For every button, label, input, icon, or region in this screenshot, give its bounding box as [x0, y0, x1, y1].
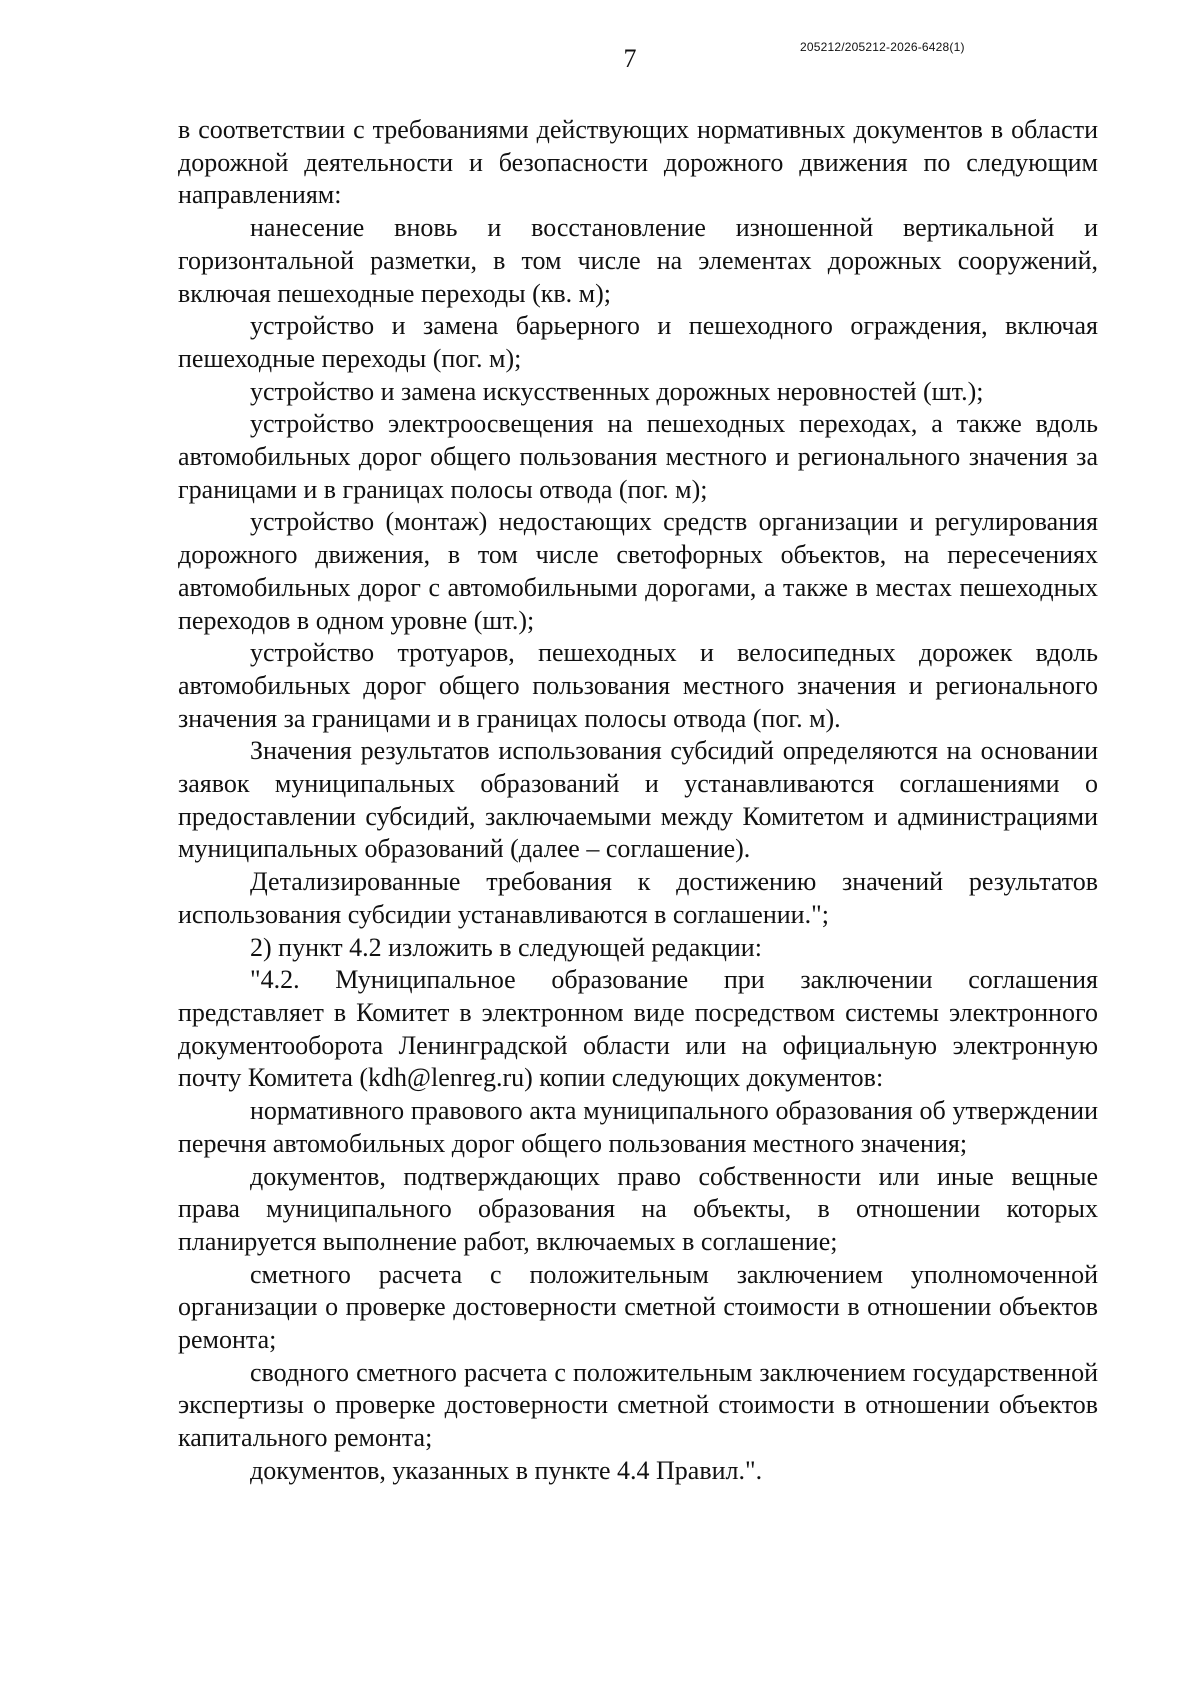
- paragraph: "4.2. Муниципальное образование при заключении соглашения представляет в Комитет в электронном виде посредством системы электронного документооборота Ленинградской области или на официальную электронную почту Комитета (kdh@lenreg.ru) копии следующих документов:: [178, 965, 1098, 1093]
- paragraph: документов, подтверждающих право собственности или иные вещные права муниципального образования на объекты, в отношении которых планируется выполнение работ, включаемых в соглашение;: [178, 1161, 1098, 1256]
- document-body: [178, 114, 1098, 1488]
- paragraph: 2) пункт 4.2 изложить в следующей редакции:: [250, 932, 762, 962]
- paragraph: в соответствии с требованиями действующих нормативных документов в области дорожной деятельности и безопасности дорожного движения по следующим направлениям:: [178, 115, 1098, 210]
- paragraph: устройство и замена барьерного и пешеходного ограждения, включая пешеходные переходы (пог. м);: [178, 311, 1098, 373]
- paragraph: нормативного правового акта муниципального образования об утверждении перечня автомобильных дорог общего пользования местного значения;: [178, 1096, 1098, 1158]
- paragraph: Детализированные требования к достижению значений результатов использования субсидии устанавливаются в соглашении.";: [178, 867, 1098, 929]
- paragraph: устройство электроосвещения на пешеходных переходах, а также вдоль автомобильных дорог общего пользования местного и регионального значения за границами и в границах полосы отвода (пог. м);: [178, 409, 1098, 504]
- paragraph: нанесение вновь и восстановление изношенной вертикальной и горизонтальной разметки, в том числе на элементах дорожных сооружений, включая пешеходные переходы (кв. м);: [178, 213, 1098, 308]
- paragraph: сметного расчета с положительным заключением уполномоченной организации о проверке достоверности сметной стоимости в отношении объектов ремонта;: [178, 1259, 1098, 1355]
- page-number: 7: [623, 44, 637, 73]
- paragraph: устройство (монтаж) недостающих средств организации и регулирования дорожного движения, в том числе светофорных объектов, на пересечениях автомобильных дорог с автомобильными дорогами, а также в местах пешеходных переходов в одном уровне (шт.);: [178, 507, 1098, 635]
- document-id: 205212/205212-2026-6428(1): [800, 40, 965, 54]
- paragraph: документов, указанных в пункте 4.4 Правил.".: [250, 1455, 763, 1485]
- paragraph: устройство тротуаров, пешеходных и велосипедных дорожек вдоль автомобильных дорог общего пользования местного значения и регионального значения за границами и в границах полосы отвода (пог. м).: [178, 638, 1098, 733]
- paragraph: устройство и замена искусственных дорожных неровностей (шт.);: [250, 376, 984, 406]
- paragraph: Значения результатов использования субсидий определяются на основании заявок муниципальных образований и устанавливаются соглашениями о предоставлении субсидий, заключаемыми между Комитетом и администрациями муниципальных образований (далее – соглашение).: [178, 736, 1098, 864]
- paragraph: сводного сметного расчета с положительным заключением государственной экспертизы о проверке достоверности сметной стоимости в отношении объектов капитального ремонта;: [178, 1357, 1098, 1453]
